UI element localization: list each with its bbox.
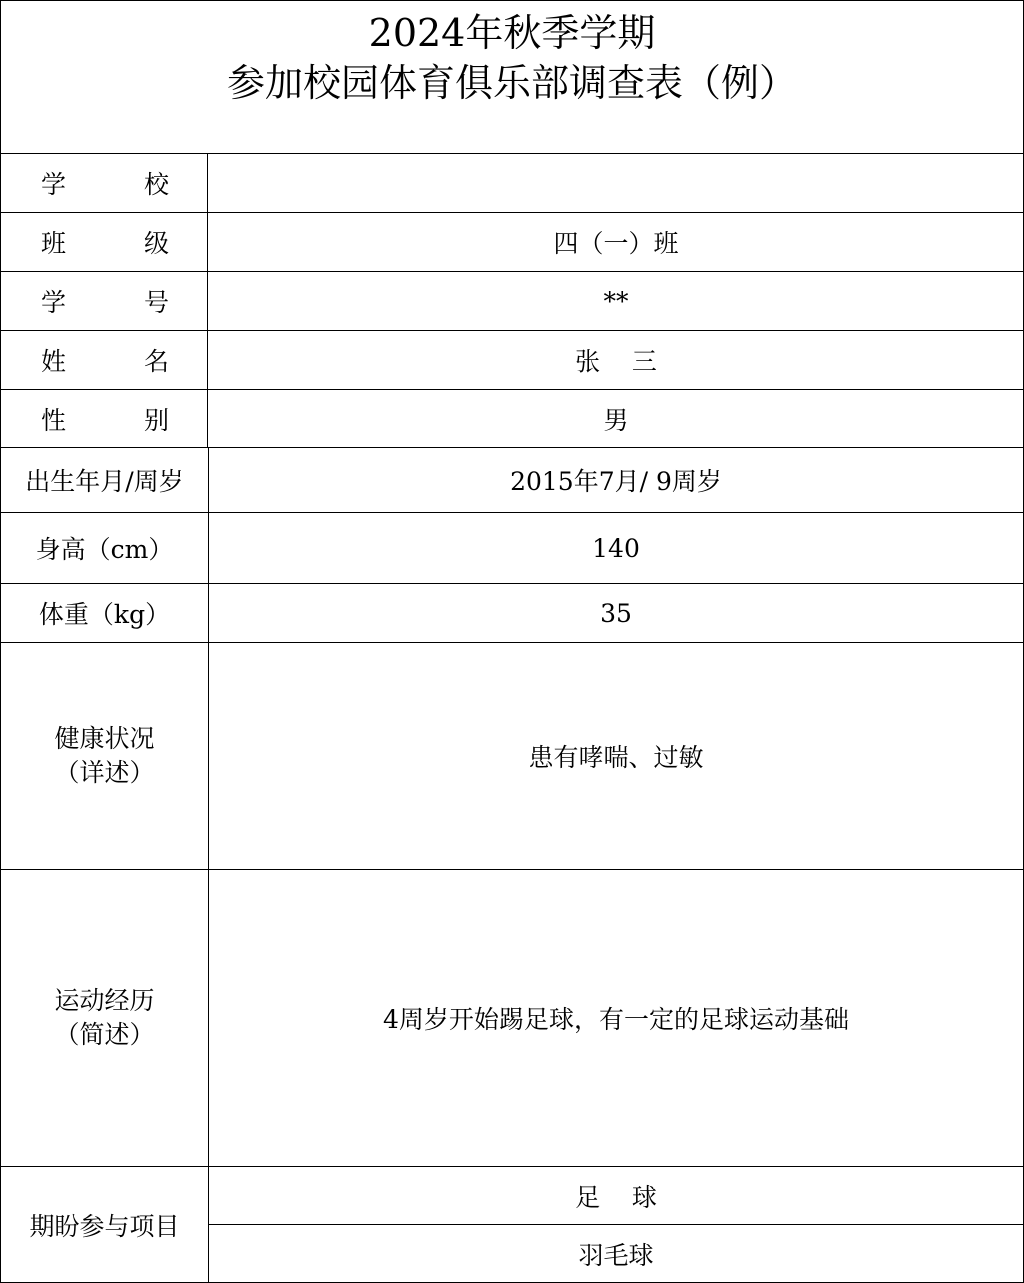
label-class xyxy=(1,213,208,271)
label-name xyxy=(1,331,208,389)
form-title-line-1: 2024年秋季学期 xyxy=(368,11,656,55)
value-birth[interactable]: 2015年7月/ 9周岁 xyxy=(510,467,722,496)
value-class[interactable]: 四（一）班 xyxy=(553,229,679,258)
form-title xyxy=(1,1,1023,154)
label-gender-char-2: 别 xyxy=(143,405,169,435)
value-sports-history[interactable]: 4周岁开始踢足球，有一定的足球运动基础 xyxy=(383,1005,849,1034)
label-class-char-2: 级 xyxy=(143,229,169,258)
row-school xyxy=(1,154,1023,213)
row-health xyxy=(1,643,1023,870)
label-desired: 期盼参与项目 xyxy=(1,1167,209,1282)
value-weight[interactable]: 35 xyxy=(600,598,632,628)
label-sports-history-line-1: 运动经历 xyxy=(54,986,155,1015)
label-student-id-char-2: 号 xyxy=(143,288,169,317)
label-student-id xyxy=(1,272,208,330)
value-desired-item-2[interactable]: 羽毛球 xyxy=(578,1240,654,1270)
row-sports-history xyxy=(1,870,1023,1167)
label-weight: 体重（kg） xyxy=(1,584,209,642)
label-name-char-1: 姓 xyxy=(41,347,67,376)
row-weight xyxy=(1,584,1023,643)
label-health-line-2: （详述） xyxy=(54,758,155,787)
value-school[interactable] xyxy=(209,154,1023,212)
label-student-id-char-1: 学 xyxy=(41,288,67,317)
label-gender-char-1: 性 xyxy=(41,405,67,435)
row-gender xyxy=(1,390,1023,448)
label-birth: 出生年月/周岁 xyxy=(1,448,209,512)
value-student-id[interactable]: ** xyxy=(603,286,629,316)
row-desired xyxy=(1,1167,1023,1282)
label-health xyxy=(1,643,209,869)
label-health-line-1: 健康状况 xyxy=(54,724,155,753)
label-height: 身高（cm） xyxy=(1,513,209,583)
row-name xyxy=(1,331,1023,390)
form-title-line-2: 参加校园体育俱乐部调查表（例） xyxy=(226,61,797,105)
label-school xyxy=(1,154,208,212)
value-name[interactable]: 张 三 xyxy=(575,347,657,376)
row-birth xyxy=(1,448,1023,513)
value-gender[interactable]: 男 xyxy=(603,405,629,435)
label-sports-history-line-2: （简述） xyxy=(54,1020,155,1049)
row-student-id xyxy=(1,272,1023,331)
label-gender xyxy=(1,390,208,447)
label-sports-history xyxy=(1,870,209,1166)
label-school-char-1: 学 xyxy=(41,170,67,199)
row-height xyxy=(1,513,1023,584)
row-class xyxy=(1,213,1023,272)
value-desired-item-1[interactable]: 足 球 xyxy=(209,1167,1023,1225)
label-name-char-2: 名 xyxy=(143,347,169,376)
value-height[interactable]: 140 xyxy=(592,533,640,563)
label-school-char-2: 校 xyxy=(143,170,169,199)
value-health[interactable]: 患有哮喘、过敏 xyxy=(528,743,704,772)
label-class-char-1: 班 xyxy=(41,229,67,258)
